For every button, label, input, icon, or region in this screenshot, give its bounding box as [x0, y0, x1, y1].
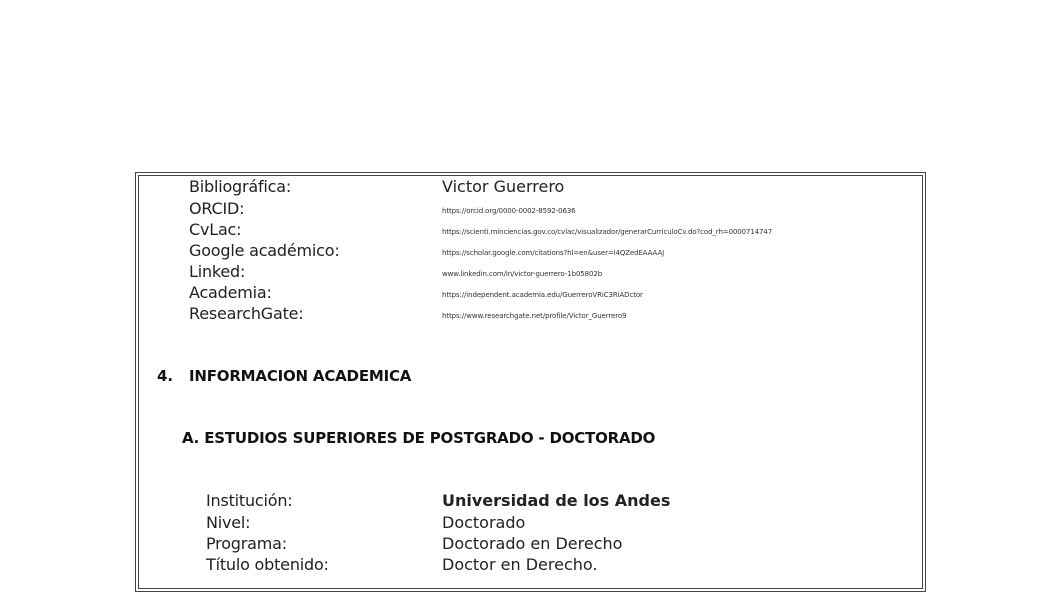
education-label-programa: Programa:: [206, 534, 287, 553]
researchgate-link[interactable]: https://www.researchgate.net/profile/Victor_Guerrero9: [442, 312, 627, 320]
section-number: 4.: [157, 367, 174, 385]
section-title: INFORMACION ACADEMICA: [189, 367, 412, 385]
linkedin-link[interactable]: www.linkedin.com/in/victor-guerrero-1b05802b: [442, 270, 603, 278]
education-value-institucion: Universidad de los Andes: [442, 491, 671, 510]
education-label-titulo: Título obtenido:: [206, 555, 329, 574]
profile-label-orcid: ORCID:: [189, 199, 245, 218]
education-value-nivel: Doctorado: [442, 513, 526, 532]
profile-label-academia: Academia:: [189, 283, 272, 302]
profile-label-researchgate: ResearchGate:: [189, 304, 304, 323]
education-label-institucion: Institución:: [206, 491, 293, 510]
cvlac-link[interactable]: https://scienti.minciencias.gov.co/cvlac/visualizador/generarCurriculoCv.do?cod_rh=0000714747: [442, 228, 773, 236]
google-scholar-link[interactable]: https://scholar.google.com/citations?hl=en&user=i4QZedEAAAAJ: [442, 249, 665, 257]
profile-value-bibliografica: Victor Guerrero: [442, 177, 565, 196]
education-label-nivel: Nivel:: [206, 513, 251, 532]
profile-label-linked: Linked:: [189, 262, 246, 281]
orcid-link[interactable]: https://orcid.org/0000-0002-8592-0636: [442, 207, 576, 215]
profile-label-cvlac: CvLac:: [189, 220, 242, 239]
education-value-titulo: Doctor en Derecho.: [442, 555, 598, 574]
education-value-programa: Doctorado en Derecho: [442, 534, 623, 553]
profile-label-google-academico: Google académico:: [189, 241, 340, 260]
subsection-title: A. ESTUDIOS SUPERIORES DE POSTGRADO - DOCTORADO: [182, 429, 656, 447]
academia-link[interactable]: https://independent.academia.edu/GuerreroVRiC3RiADctor: [442, 291, 643, 299]
profile-label-bibliografica: Bibliográfica:: [189, 177, 292, 196]
